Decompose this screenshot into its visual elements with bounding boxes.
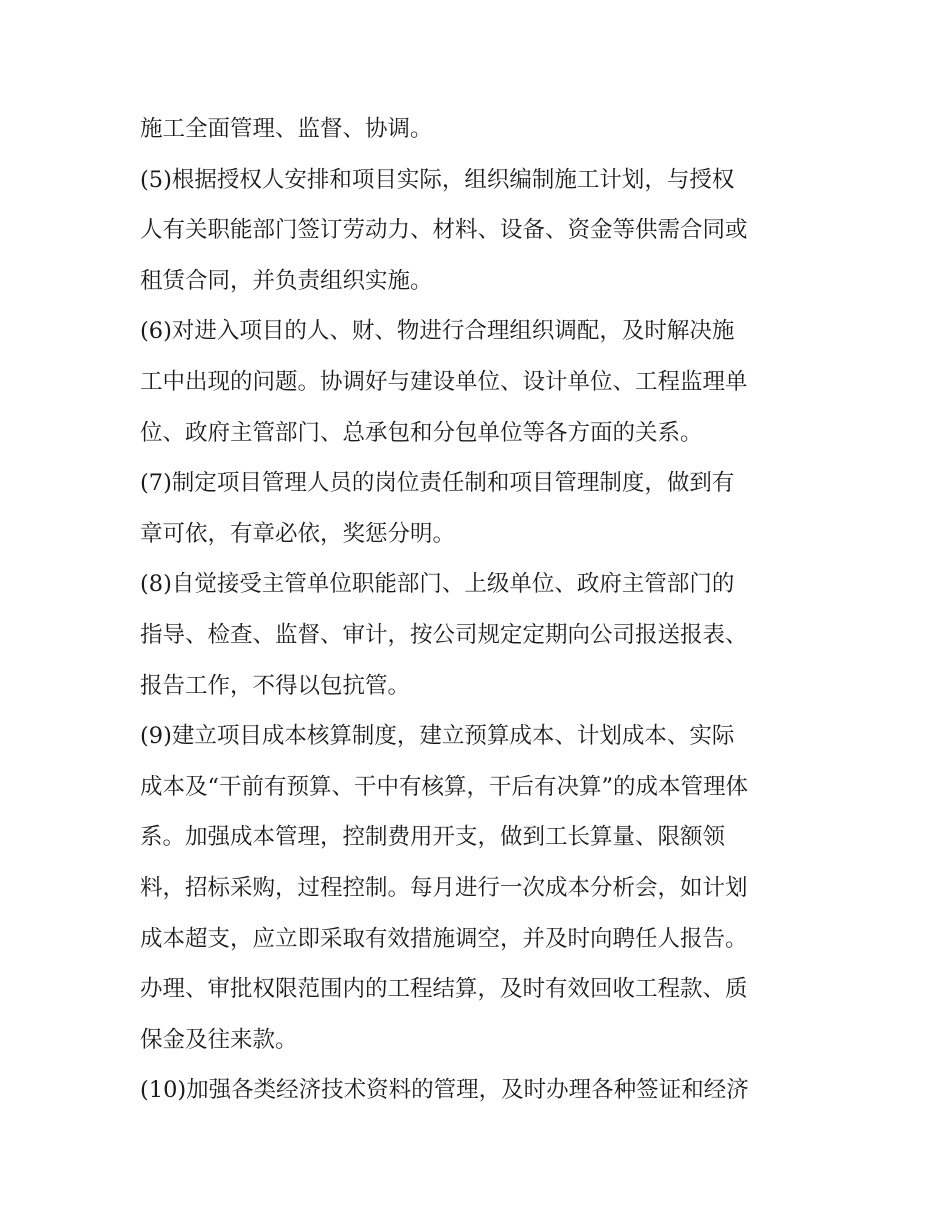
text-line: (8)自觉接受主管单位职能部门、上级单位、政府主管部门的 bbox=[140, 571, 735, 598]
text-line: 人有关职能部门签订劳动力、材料、设备、资金等供需合同或 bbox=[140, 217, 748, 244]
text-line: 指导、检查、监督、审计，按公司规定定期向公司报送报表、 bbox=[140, 621, 748, 648]
text-line: 料，招标采购，过程控制。每月进行一次成本分析会，如计划 bbox=[140, 874, 748, 901]
text-line: 章可依，有章必依，奖惩分明。 bbox=[140, 520, 456, 547]
text-line: (5)根据授权人安排和项目实际，组织编制施工计划，与授权 bbox=[140, 166, 735, 193]
text-line: (6)对进入项目的人、财、物进行合理组织调配，及时解决施 bbox=[140, 318, 735, 345]
text-line: (9)建立项目成本核算制度，建立预算成本、计划成本、实际 bbox=[140, 723, 735, 750]
text-line: 报告工作，不得以包抗管。 bbox=[140, 672, 411, 699]
text-line: 成本超支，应立即采取有效措施调空，并及时向聘任人报告。 bbox=[140, 925, 748, 952]
text-line: 办理、审批权限范围内的工程结算，及时有效回收工程款、质 bbox=[140, 976, 748, 1003]
text-line: 施工全面管理、监督、协调。 bbox=[140, 116, 433, 142]
text-line: 保金及往来款。 bbox=[140, 1026, 298, 1053]
text-line: 位、政府主管部门、总承包和分包单位等各方面的关系。 bbox=[140, 419, 703, 446]
text-line: 成本及“干前有预算、干中有核算，干后有决算”的成本管理体 bbox=[140, 773, 749, 800]
text-line: (7)制定项目管理人员的岗位责任制和项目管理制度，做到有 bbox=[140, 470, 735, 497]
text-line: 系。加强成本管理，控制费用开支，做到工长算量、限额领 bbox=[140, 824, 726, 851]
document-body bbox=[140, 104, 816, 1116]
text-line: (10)加强各类经济技术资料的管理，及时办理各种签证和经济 bbox=[140, 1077, 749, 1104]
text-line: 工中出现的问题。协调好与建设单位、设计单位、工程监理单 bbox=[140, 368, 748, 395]
text-line: 租赁合同，并负责组织实施。 bbox=[140, 267, 433, 294]
